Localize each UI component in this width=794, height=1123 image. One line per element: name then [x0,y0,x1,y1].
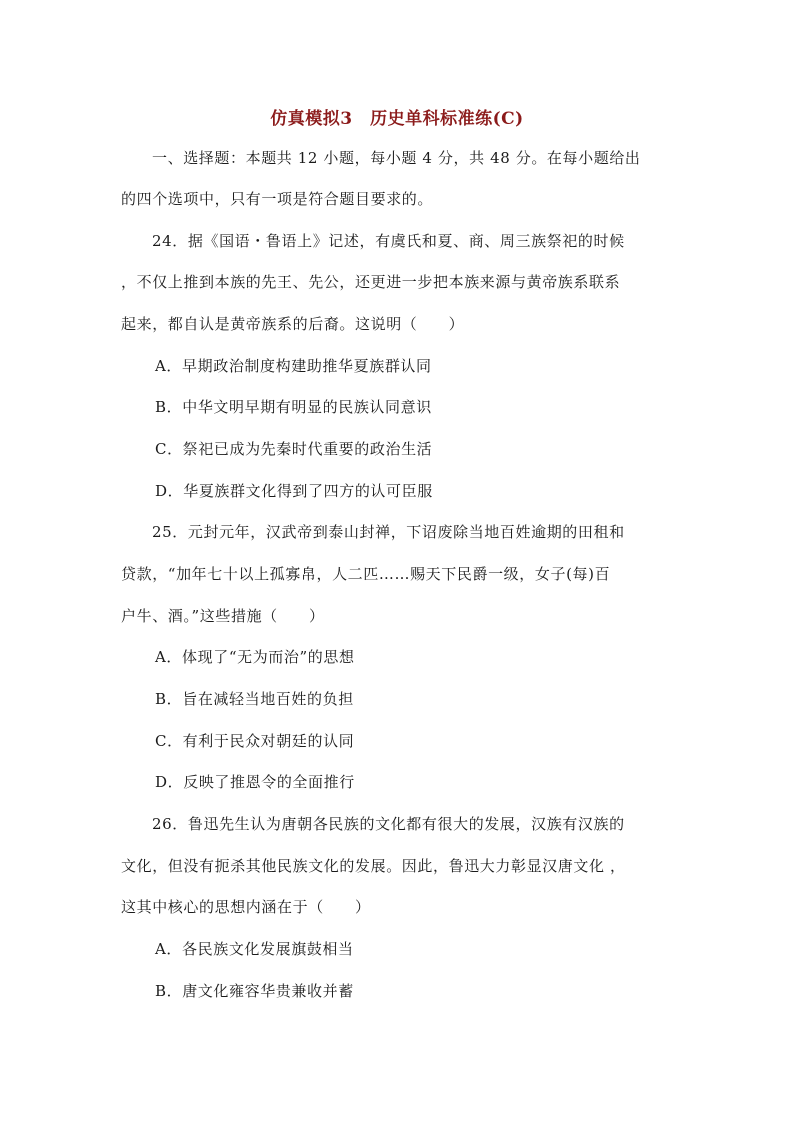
question-25-option-a: A．体现了“无为而治”的思想 [155,648,355,666]
question-24-stem: 起来，都自认是黄帝族系的后裔。这说明（ ） [121,315,465,333]
question-26-stem: 文化，但没有扼杀其他民族文化的发展。因此，鲁迅大力彰显汉唐文化 ， [121,857,626,875]
question-25-stem: 贷款，“加年七十以上孤寡帛，人二匹……赐天下民爵一级，女子(每)百 [121,565,611,583]
question-26-stem: 26．鲁迅先生认为唐朝各民族的文化都有很大的发展，汉族有汉族的 [152,815,625,833]
question-24-option-c: C．祭祀已成为先秦时代重要的政治生活 [155,440,433,458]
question-24-stem: ，不仅上推到本族的先王、先公，还更进一步把本族来源与黄帝族系联系 [121,273,621,291]
question-25-option-b: B．旨在减轻当地百姓的负担 [155,690,354,708]
question-24-stem: 24．据《国语・鲁语上》记述，有虞氏和夏、商、周三族祭祀的时候 [152,232,625,250]
question-26-option-b: B．唐文化雍容华贵兼收并蓄 [155,982,354,1000]
question-25-stem: 25．元封元年，汉武帝到泰山封禅，下诏废除当地百姓逾期的田租和 [152,523,625,541]
question-24-option-b: B．中华文明早期有明显的民族认同意识 [155,398,432,416]
question-26-stem: 这其中核心的思想内涵在于（ ） [121,898,371,916]
question-26-option-a: A．各民族文化发展旗鼓相当 [155,940,354,958]
instructions-line: 一、选择题：本题共 12 小题，每小题 4 分，共 48 分。在每小题给出 [152,149,641,167]
page-title: 仿真模拟3 历史单科标准练(C) [270,109,524,129]
question-24-option-a: A．早期政治制度构建助推华夏族群认同 [155,357,432,375]
question-25-option-c: C．有利于民众对朝廷的认同 [155,732,355,750]
instructions-line: 的四个选项中，只有一项是符合题目要求的。 [121,190,434,208]
question-25-option-d: D．反映了推恩令的全面推行 [155,773,355,791]
question-25-stem: 户牛、酒。”这些措施（ ） [121,607,325,625]
question-24-option-d: D．华夏族群文化得到了四方的认可臣服 [155,482,433,500]
